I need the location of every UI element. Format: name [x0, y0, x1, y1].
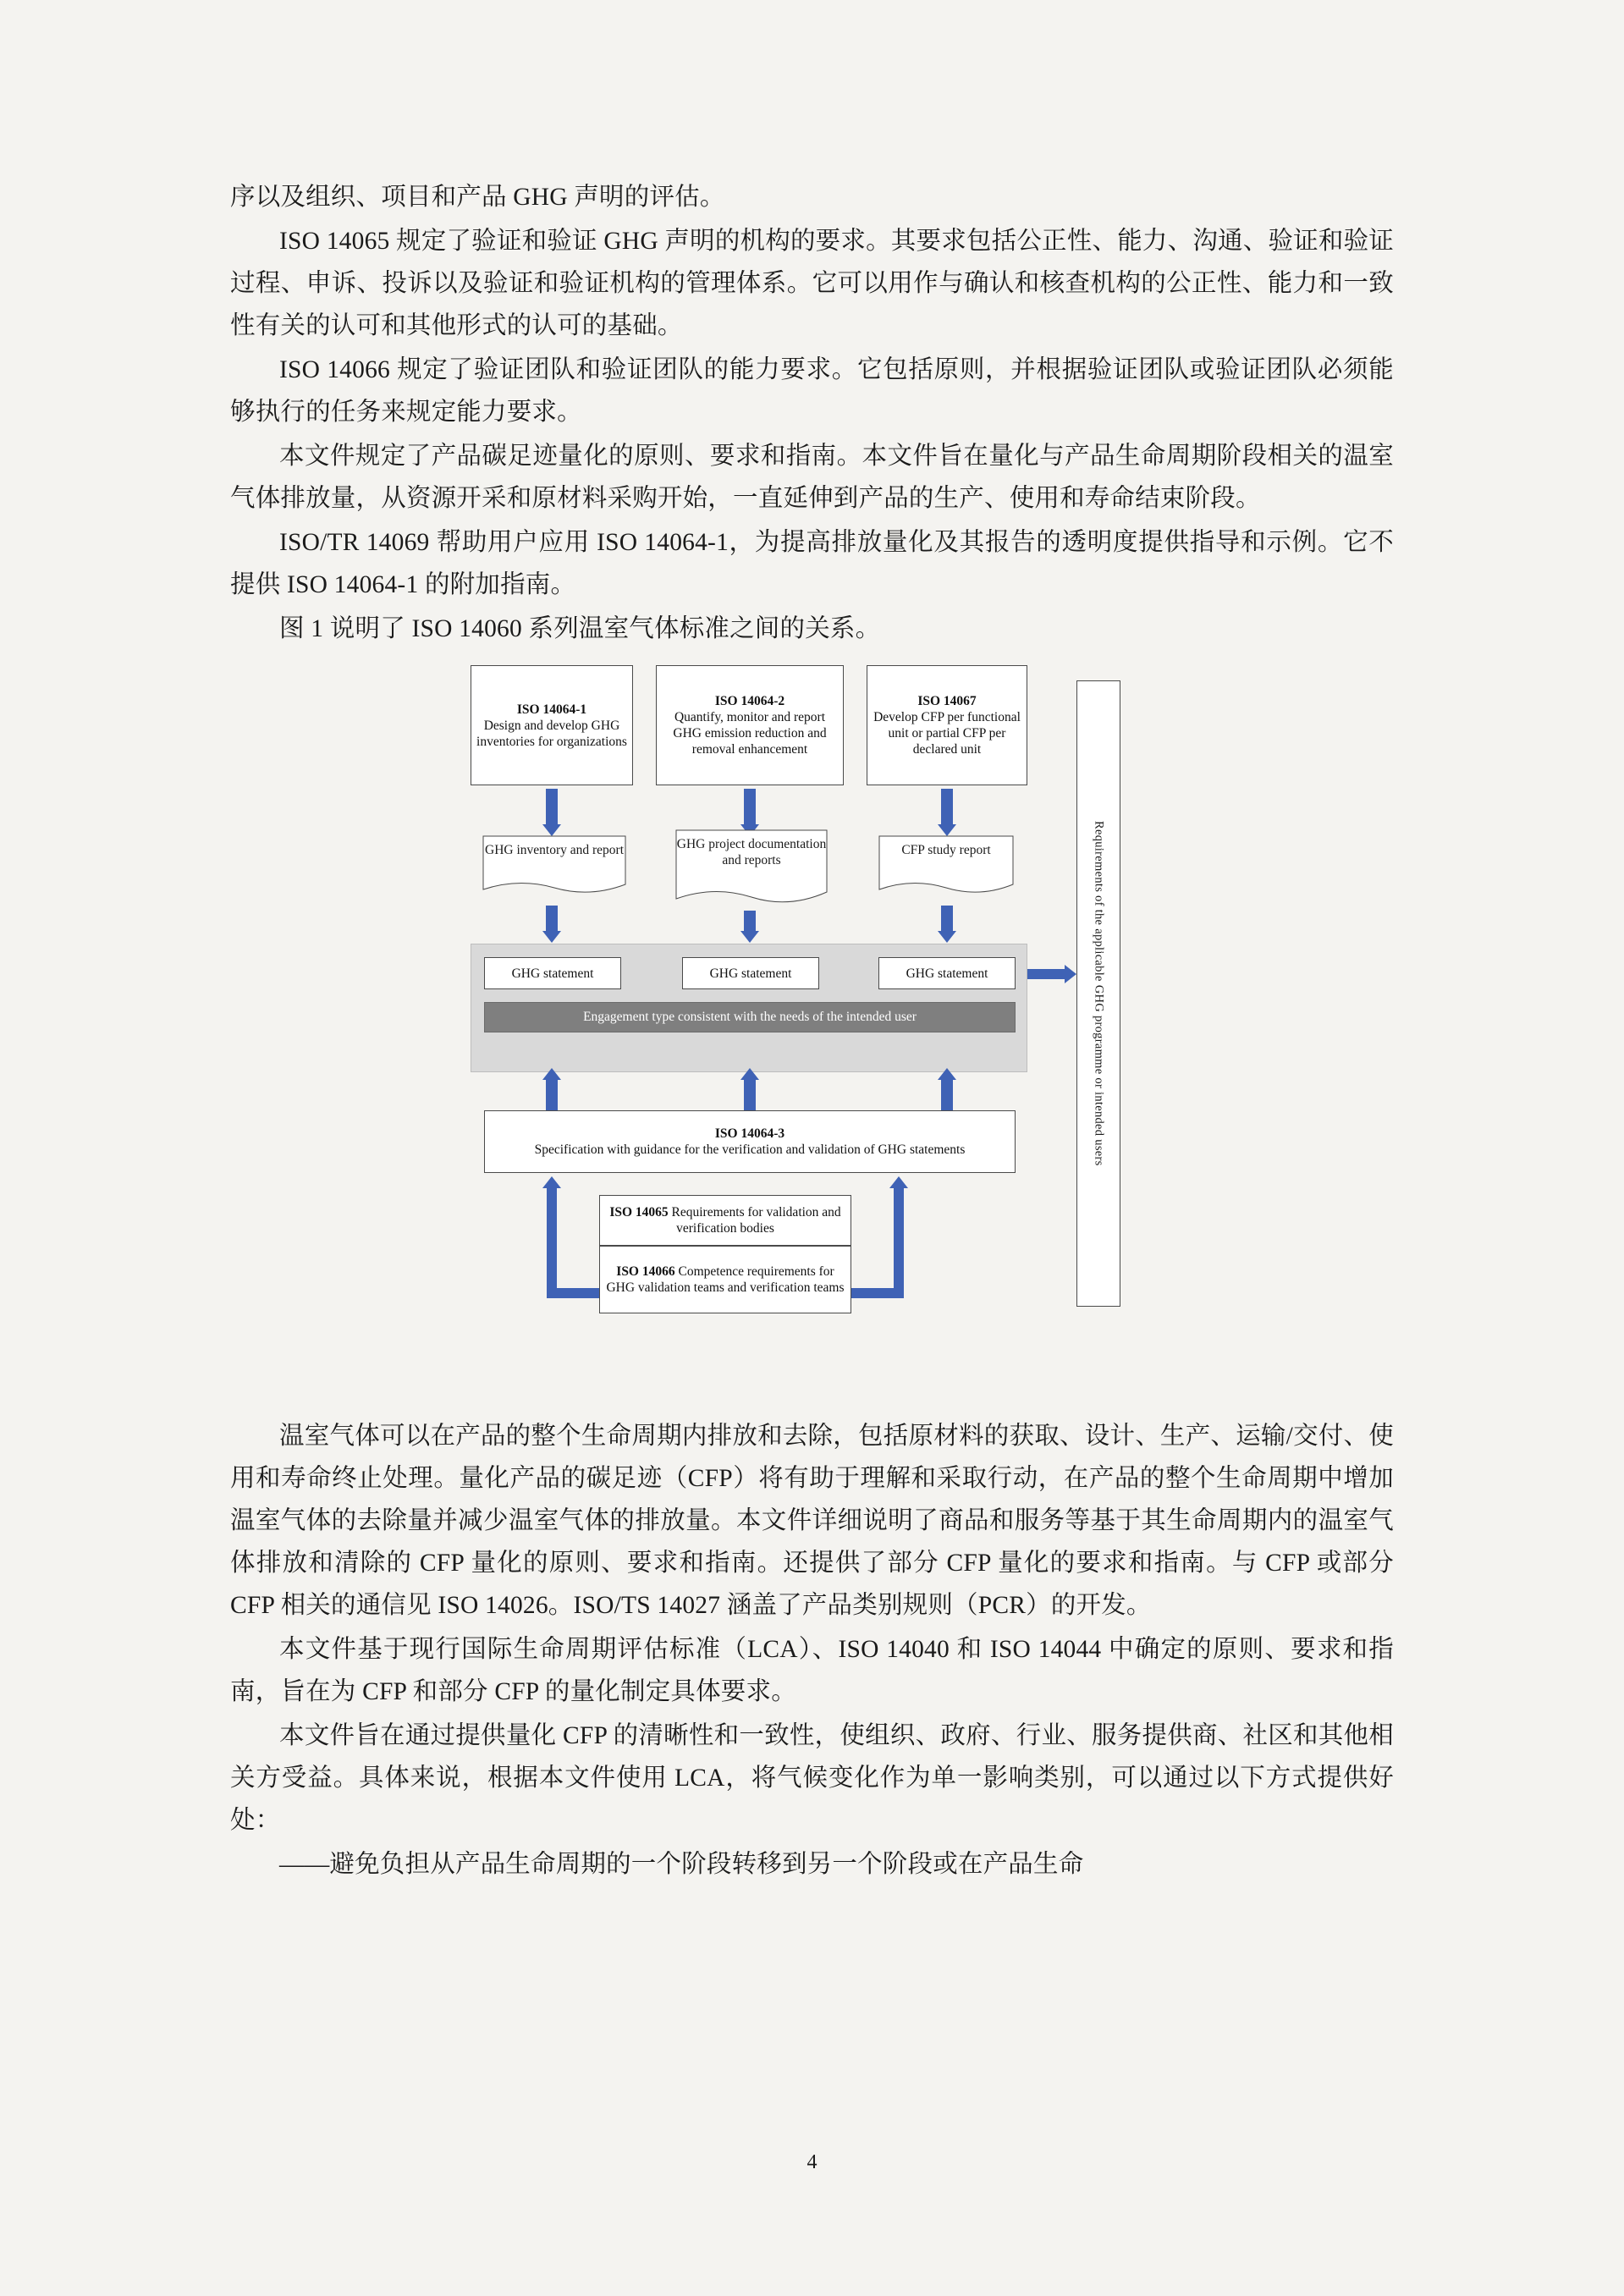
- figure-box-ghg-statement-2: [682, 957, 819, 989]
- arrow-14064-1-to-inventory: [546, 789, 558, 826]
- figure-box-ghg-statement-1-text: GHG statement: [511, 966, 594, 981]
- arrow-head-bottom-left: [542, 1176, 561, 1188]
- figure-sidebox-requirements: [1076, 680, 1120, 1307]
- figure-engagement-band-text: Engagement type consistent with the needs of the intended user: [583, 1010, 917, 1024]
- figure-box-iso-14066: [599, 1246, 851, 1313]
- figure-box-iso-14065-standard: ISO 14065: [609, 1205, 669, 1220]
- page-number: 4: [806, 2151, 818, 2173]
- arrow-14067-to-cfp-study: [941, 789, 953, 826]
- arrow-head-statement-1-to-14064-3: [542, 1068, 561, 1080]
- arrow-project-doc-to-statement: [744, 911, 756, 933]
- arrow-statement-2-to-14064-3: [744, 1076, 756, 1110]
- figure-box-iso-14067: [867, 665, 1027, 785]
- paragraph-5: ISO/TR 14069 帮助用户应用 ISO 14064-1，为提高排放量化及其报告的透明度提供指导和示例。它不提供 ISO 14064-1 的附加指南。: [230, 529, 1394, 598]
- figure-box-iso-14067-text: Develop CFP per functional unit or partial CFP per declared unit: [873, 710, 1021, 757]
- figure-box-iso-14064-3-standard: ISO 14064-3: [714, 1126, 785, 1141]
- figure-doc-ghg-project-documentation-text: GHG project documentation and reports: [676, 837, 827, 867]
- arrow-statement-3-to-sidebox: [1027, 969, 1066, 979]
- arrow-cfp-study-to-statement: [941, 906, 953, 933]
- arrow-bottom-right-vertical: [894, 1187, 904, 1295]
- figure-doc-ghg-inventory-report-text: GHG inventory and report: [485, 843, 624, 857]
- figure-box-ghg-statement-1: [484, 957, 621, 989]
- figure-box-iso-14064-1-text: Design and develop GHG inventories for organizations: [476, 718, 627, 749]
- arrow-head-statement-3-to-sidebox: [1065, 965, 1076, 983]
- arrow-bottom-left-vertical: [547, 1187, 557, 1295]
- arrow-14064-2-to-project-doc: [744, 789, 756, 826]
- paragraph-1: 序以及组织、项目和产品 GHG 声明的评估。: [230, 184, 725, 211]
- arrow-head-statement-2-to-14064-3: [740, 1068, 759, 1080]
- figure-box-iso-14064-2-standard: ISO 14064-2: [714, 694, 785, 708]
- page-content: [230, 176, 1394, 1887]
- figure-doc-cfp-study-report-text: CFP study report: [901, 843, 991, 857]
- figure-box-iso-14064-2-text: Quantify, monitor and report GHG emission reduction and removal enhancement: [673, 710, 827, 757]
- arrow-head-project-doc-to-statement: [740, 931, 759, 943]
- arrow-head-14067-to-cfp-study: [938, 824, 956, 836]
- paragraph-4: 本文件规定了产品碳足迹量化的原则、要求和指南。本文件旨在量化与产品生命周期阶段相关的温室气体排放量，从资源开采和原材料采购开始，一直延伸到产品的生产、使用和寿命结束阶段。: [230, 443, 1394, 512]
- figure-box-iso-14067-standard: ISO 14067: [917, 694, 977, 708]
- paragraph-8: 本文件基于现行国际生命周期评估标准（LCA）、ISO 14040 和 ISO 14044 中确定的原则、要求和指南，旨在为 CFP 和部分 CFP 的量化制定具体要求。: [230, 1636, 1394, 1705]
- figure-box-iso-14064-3: [484, 1110, 1016, 1173]
- figure-box-iso-14066-standard: ISO 14066: [616, 1264, 675, 1279]
- paragraph-9: 本文件旨在通过提供量化 CFP 的清晰性和一致性，使组织、政府、行业、服务提供商、社区和其他相关方受益。具体来说，根据本文件使用 LCA，将气候变化作为单一影响类别，可以通过以下方式提供好处：: [230, 1722, 1394, 1834]
- figure-box-iso-14064-3-text: Specification with guidance for the verification and validation of GHG statements: [534, 1142, 966, 1157]
- figure-box-iso-14064-1-standard: ISO 14064-1: [516, 702, 587, 717]
- arrow-statement-1-to-14064-3: [546, 1076, 558, 1110]
- arrow-head-cfp-study-to-statement: [938, 931, 956, 943]
- figure-box-ghg-statement-3: [878, 957, 1016, 989]
- arrow-head-bottom-right: [889, 1176, 908, 1188]
- figure-box-iso-14065: [599, 1195, 851, 1246]
- figure-engagement-band: [484, 1002, 1016, 1032]
- figure-doc-cfp-study-report: [878, 835, 1014, 896]
- paragraph-7: 温室气体可以在产品的整个生命周期内排放和去除，包括原材料的获取、设计、生产、运输/交付、使用和寿命终止处理。量化产品的碳足迹（CFP）将有助于理解和采取行动，在产品的整个生命周期中增加温室气体的去除量并减少温室气体的排放量。本文件详细说明了商品和服务等基于其生命周期内的温室气体排放和清除的 CFP 量化的原则、要求和指南。还提供了部分 CFP 量化的要求和指南。与 CFP 或部分 CFP 相关的通信见 ISO 14026。ISO/TS 14027 涵盖了产品类别规则（PCR）的开发。: [230, 1423, 1394, 1619]
- paragraph-10: ——避免负担从产品生命周期的一个阶段转移到另一个阶段或在产品生命: [279, 1851, 1084, 1878]
- figure-box-iso-14065-text: Requirements for validation and verification bodies: [671, 1205, 841, 1236]
- arrow-head-14064-1-to-inventory: [542, 824, 561, 836]
- figure-1-iso-14060-relationships: [465, 662, 1168, 1398]
- paragraph-6-figure-caption: 图 1 说明了 ISO 14060 系列温室气体标准之间的关系。: [279, 615, 881, 642]
- arrow-inventory-to-statement: [546, 906, 558, 933]
- arrow-head-inventory-to-statement: [542, 931, 561, 943]
- figure-box-ghg-statement-2-text: GHG statement: [709, 966, 792, 981]
- arrow-statement-3-to-14064-3: [941, 1076, 953, 1110]
- figure-sidebox-requirements-text: Requirements of the applicable GHG programme or intended users: [1092, 821, 1106, 1166]
- figure-doc-ghg-project-documentation: [675, 829, 828, 907]
- paragraph-2: ISO 14065 规定了验证和验证 GHG 声明的机构的要求。其要求包括公正性、能力、沟通、验证和验证过程、申诉、投诉以及验证和验证机构的管理体系。它可以用作与确认和核查机构的公正性、能力和一致性有关的认可和其他形式的认可的基础。: [230, 228, 1394, 339]
- figure-1-wrapper: [230, 662, 1394, 1407]
- figure-box-iso-14064-2: [656, 665, 844, 785]
- arrow-head-statement-3-to-14064-3: [938, 1068, 956, 1080]
- figure-doc-ghg-inventory-report: [482, 835, 626, 896]
- figure-box-iso-14066-text: Competence requirements for GHG validation teams and verification teams: [606, 1264, 845, 1295]
- figure-box-iso-14064-1: [471, 665, 633, 785]
- figure-box-ghg-statement-3-text: GHG statement: [906, 966, 988, 981]
- paragraph-3: ISO 14066 规定了验证团队和验证团队的能力要求。它包括原则，并根据验证团队或验证团队必须能够执行的任务来规定能力要求。: [230, 356, 1394, 426]
